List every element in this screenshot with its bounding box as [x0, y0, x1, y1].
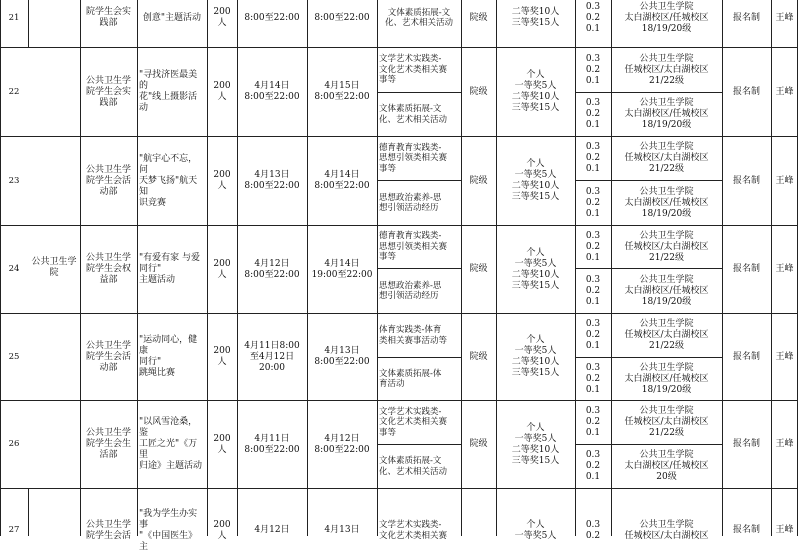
target-cell: 公共卫生学院 太白湖校区/任城校区 18/19/20级 [624, 274, 709, 307]
grid-line [28, 488, 29, 536]
awards-cell: 个人 一等奖5人 二等奖10人 三等奖15人 [511, 70, 560, 113]
grid-line [28, 0, 29, 48]
activity-cell: "有爱有家 与爱 同行" 主题活动 [139, 253, 201, 285]
row-number: 21 [8, 12, 20, 23]
grid-line [0, 488, 81, 489]
start-time-cell: 4月11日8:00 至4月12日20:00 [244, 340, 300, 373]
level-cell: 院级 [469, 175, 488, 186]
participants-cell: 200人 [213, 258, 231, 280]
awards-cell: 个人 一等奖5人 二等奖10人 三等奖15人 [511, 247, 560, 291]
activity-cell: "运动同心，健康 同行" 跳绳比赛 [139, 335, 198, 378]
target-cell: 公共卫生学院 太白湖校区/任城校区 20级 [624, 450, 709, 482]
score-cell: 0.3 0.2 0.1 [585, 142, 601, 174]
awards-cell: 个人 一等奖5人 二等奖10人 三等奖15人 [511, 335, 560, 378]
activity-cell: "航宇心不忘，问 天梦飞扬"航天知 识竞赛 [139, 153, 198, 208]
category-cell: 思想政治素养-思 想引领活动经历 [379, 280, 442, 301]
dept-cell: 院学生会实 践部 [85, 7, 131, 28]
target-cell: 公共卫生学院 任城校区/太白湖校区 21/22级 [624, 53, 709, 86]
score-cell: 0.3 0.2 0.1 [585, 319, 601, 351]
category-cell: 文学艺术实践类- 文化艺术类相关赛 [379, 520, 448, 541]
start-time-cell: 4月12日 [254, 525, 290, 535]
category-cell: 文体素质拓展-文 化、艺术相关活动 [379, 104, 448, 125]
category-cell: 文体素质拓展-体 育活动 [379, 368, 442, 389]
dept-cell: 公共卫生学 院学生会实 践部 [85, 75, 131, 108]
score-cell: 0.3 0.2 0.1 [585, 362, 601, 395]
level-cell: 院级 [469, 439, 488, 449]
participants-cell: 200人 [213, 346, 231, 367]
dept-cell: 公共卫生学 院学生会活 [85, 519, 131, 541]
grid-line [80, 0, 81, 536]
grid-line [237, 0, 238, 536]
category-cell: 文体素质拓展-文 化、艺术相关活动 [379, 456, 448, 477]
target-cell: 公共卫生学院 任城校区/太白湖校区 [624, 519, 709, 541]
activity-cell: "寻找济医最美的 花"线上摄影活动 [139, 70, 198, 113]
target-cell: 公共卫生学院 太白湖校区/任城校区 18/19/20级 [624, 1, 709, 34]
start-time-cell: 4月14日 8:00至22:00 [244, 81, 300, 102]
score-cell: 0.3 0.2 0.1 [585, 406, 601, 438]
score-cell: 0.3 0.2 0.1 [585, 274, 601, 307]
row-number: 27 [8, 525, 20, 536]
level-cell: 院级 [469, 86, 488, 97]
dept-cell: 公共卫生学 院学生会活 动部 [85, 164, 131, 197]
start-time-cell: 4月12日 8:00至22:00 [244, 258, 300, 280]
row-number: 26 [8, 439, 20, 450]
sign-method-cell: 报名制 [732, 175, 760, 186]
category-cell: 文体素质拓展-文 化、艺术相关活动 [384, 7, 453, 28]
college-cell: 公共卫生学院 [31, 257, 77, 278]
grid-line [496, 0, 497, 536]
start-time-cell: 4月11日 8:00至22:00 [244, 433, 300, 455]
category-cell: 思想政治素养-思 想引领活动经历 [379, 192, 442, 213]
contact-cell: 王峰 [775, 12, 794, 23]
end-time-cell: 4月13日 8:00至22:00 [314, 346, 370, 367]
score-cell: 0.3 0.2 0.1 [585, 53, 601, 86]
contact-cell: 王峰 [775, 175, 794, 186]
participants-cell: 200人 [213, 170, 231, 191]
grid-line [137, 0, 138, 536]
participants-cell: 200人 [213, 433, 231, 455]
activity-cell: "以风雪沧桑，鉴 工匠之光"《万里 归途》主题活动 [139, 417, 203, 471]
level-cell: 院级 [469, 264, 488, 274]
dept-cell: 公共卫生学 院学生会权 益部 [85, 253, 131, 285]
level-cell: 院级 [469, 351, 488, 362]
start-time-cell: 4月13日 8:00至22:00 [244, 170, 300, 191]
row-number: 25 [8, 351, 20, 362]
participants-cell: 200人 [213, 7, 231, 28]
grid-line [307, 0, 308, 536]
sign-method-cell: 报名制 [732, 86, 760, 97]
target-cell: 公共卫生学院 任城校区/太白湖校区 21/22级 [624, 406, 709, 438]
row-number: 22 [8, 86, 20, 97]
score-cell: 0.3 0.2 0.1 [585, 98, 601, 130]
category-cell: 文学艺术实践类- 文化艺术类相关赛 事等 [379, 54, 448, 86]
score-cell: 0.3 0.2 0.1 [585, 1, 601, 34]
contact-cell: 王峰 [775, 264, 794, 274]
contact-cell: 王峰 [775, 439, 794, 449]
sign-method-cell: 报名制 [732, 12, 760, 23]
activity-cell: 创意"主题活动 [142, 12, 202, 23]
dept-cell: 公共卫生学 院学生会活 动部 [85, 340, 131, 373]
target-cell: 公共卫生学院 任城校区/太白湖校区 21/22级 [624, 142, 709, 174]
row-number: 23 [8, 175, 20, 186]
level-cell: 院级 [469, 12, 488, 23]
category-cell: 体育实践类-体育 类相关赛事活动等 [379, 325, 448, 346]
score-cell: 0.3 0.2 0.1 [585, 230, 601, 263]
participants-cell: 200人 [213, 519, 231, 541]
awards-cell: 个人 一等奖5人 二等奖10人 三等奖15人 [511, 159, 560, 202]
category-cell: 德育教育实践类- 思想引领类相关赛 事等 [379, 142, 448, 174]
dept-cell: 公共卫生学 院学生会生 活部 [85, 428, 131, 460]
row-number: 24 [8, 264, 20, 275]
end-time-cell: 4月14日 8:00至22:00 [314, 170, 370, 191]
grid-line [207, 0, 208, 536]
contact-cell: 王峰 [775, 525, 794, 535]
end-time-cell: 4月13日 [324, 525, 360, 535]
sign-method-cell: 报名制 [732, 439, 760, 449]
target-cell: 公共卫生学院 太白湖校区/任城校区 18/19/20级 [624, 98, 709, 130]
grid-line [771, 0, 772, 536]
sign-method-cell: 报名制 [732, 525, 760, 535]
target-cell: 公共卫生学院 太白湖校区/任城校区 18/19/20级 [624, 362, 709, 395]
sign-method-cell: 报名制 [732, 264, 760, 274]
grid-line [0, 0, 1, 536]
end-time-cell: 4月15日 8:00至22:00 [314, 81, 370, 102]
activity-cell: "我为学生办实事 "《中国医生》主 [139, 508, 198, 552]
score-cell: 0.3 0.2 [585, 519, 601, 541]
end-time-cell: 8:00至22:00 [314, 12, 370, 23]
target-cell: 公共卫生学院 任城校区/太白湖校区 21/22级 [624, 319, 709, 351]
contact-cell: 王峰 [775, 351, 794, 362]
score-cell: 0.3 0.2 0.1 [585, 450, 601, 482]
target-cell: 公共卫生学院 太白湖校区/任城校区 18/19/20级 [624, 186, 709, 219]
contact-cell: 王峰 [775, 86, 794, 97]
awards-cell: 二等奖10人 三等奖15人 [511, 7, 560, 28]
category-cell: 德育教育实践类- 思想引领类相关赛 事等 [379, 231, 448, 263]
participants-cell: 200人 [213, 81, 231, 102]
category-cell: 文学艺术实践类- 文化艺术类相关赛 事等 [379, 406, 448, 438]
awards-cell: 个人 一等奖5人 二等奖10人 三等奖15人 [511, 422, 560, 466]
end-time-cell: 4月14日 19:00至22:00 [311, 258, 373, 280]
sign-method-cell: 报名制 [732, 351, 760, 362]
target-cell: 公共卫生学院 任城校区/太白湖校区 21/22级 [624, 230, 709, 263]
end-time-cell: 4月12日 8:00至22:00 [314, 433, 370, 455]
grid-line [28, 488, 798, 489]
score-cell: 0.3 0.2 0.1 [585, 186, 601, 219]
awards-cell: 个人 一等奖5人 [514, 519, 557, 541]
start-time-cell: 8:00至22:00 [244, 12, 300, 23]
